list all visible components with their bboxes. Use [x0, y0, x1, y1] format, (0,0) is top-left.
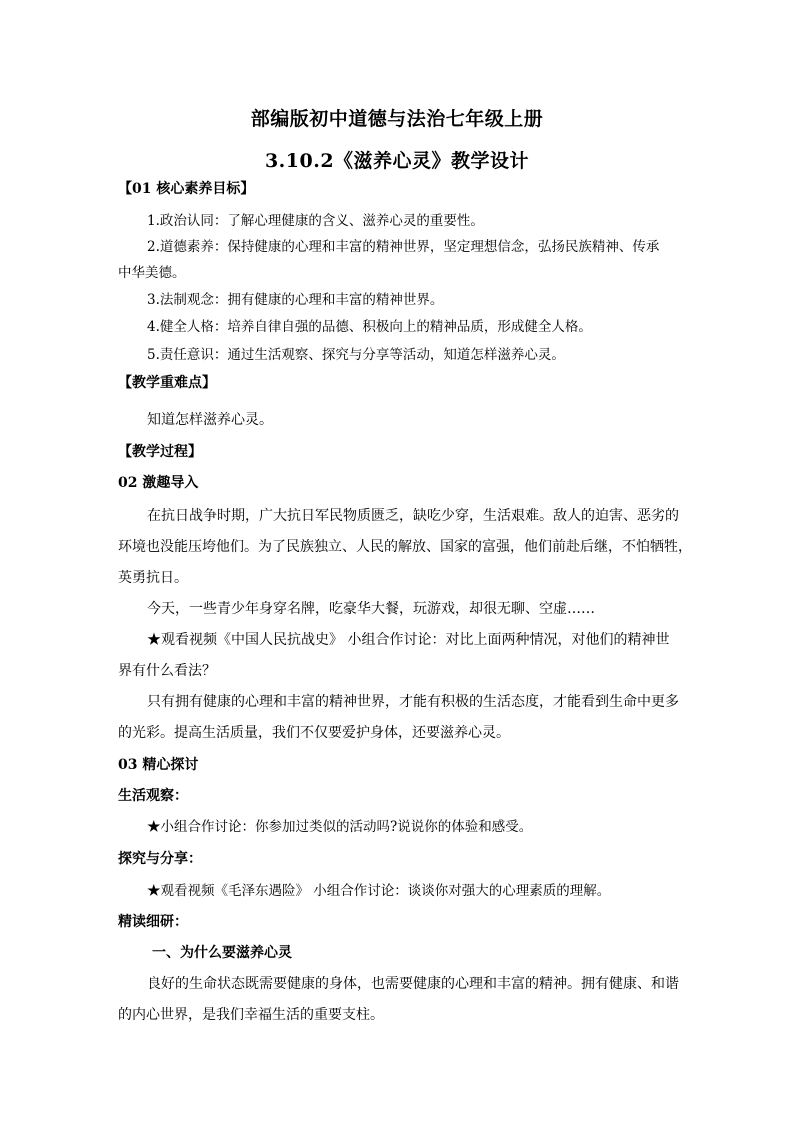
observation-question: ★小组合作讨论：你参加过类似的活动吗?说说你的体验和感受。	[147, 819, 533, 835]
paragraph-2: 今天，一些青少年身穿名牌，吃豪华大餐，玩游戏，却很无聊、空虚……	[147, 601, 595, 617]
section-heading-process: 【教学过程】	[118, 444, 202, 460]
objective-item-5: 5.责任意识：通过生活观察、探究与分享等活动，知道怎样滋养心灵。	[147, 347, 565, 363]
explore-question: ★观看视频《毛泽东遇险》 小组合作讨论：谈谈你对强大的心理素质的理解。	[147, 883, 611, 899]
paragraph-1-line-3: 英勇抗日。	[118, 570, 188, 586]
paragraph-5-line-2: 的内心世界，是我们幸福生活的重要支柱。	[118, 1007, 384, 1023]
label-life-observation: 生活观察：	[118, 788, 188, 804]
paragraph-4-line-1: 只有拥有健康的心理和丰富的精神世界，才能有积极的生活态度，才能看到生命中更多	[147, 694, 679, 710]
objective-item-2-line-2: 中华美德。	[118, 265, 186, 281]
section-heading-objectives: 【01 核心素养目标】	[118, 181, 255, 197]
paragraph-4-line-2: 的光彩。提高生活质量，我们不仅要爱护身体，还要滋养心灵。	[118, 725, 510, 741]
objective-item-3: 3.法制观念：拥有健康的心理和丰富的精神世界。	[147, 292, 444, 308]
paragraph-5-line-1: 良好的生命状态既需要健康的身体，也需要健康的心理和丰富的精神。拥有健康、和谐	[147, 976, 679, 992]
paragraph-3-line-2: 界有什么看法？	[118, 663, 216, 679]
document-title: 部编版初中道德与法治七年级上册	[250, 108, 544, 130]
label-close-reading: 精读细研：	[118, 914, 188, 930]
key-points-text: 知道怎样滋养心灵。	[147, 412, 273, 428]
objective-item-1: 1.政治认同：了解心理健康的含义、滋养心灵的重要性。	[147, 213, 484, 229]
subheading-intro: 02 激趣导入	[118, 475, 199, 491]
paragraph-1-line-2: 环境也没能压垮他们。为了民族独立、人民的解放、国家的富强，他们前赴后继，不怕牺牲，	[118, 539, 692, 555]
subheading-discussion: 03 精心探讨	[118, 757, 199, 773]
point-heading-1: 一、为什么要滋养心灵	[152, 945, 292, 961]
document-subtitle: 3.10.2《滋养心灵》教学设计	[264, 150, 530, 172]
paragraph-1-line-1: 在抗日战争时期，广大抗日军民物质匮乏，缺吃少穿，生活艰难。敌人的迫害、恶劣的	[147, 508, 679, 524]
objective-item-4: 4.健全人格：培养自律自强的品德、积极向上的精神品质，形成健全人格。	[147, 319, 592, 335]
label-explore-share: 探究与分享：	[118, 851, 202, 867]
paragraph-3-line-1: ★观看视频《中国人民抗战史》 小组合作讨论：对比上面两种情况，对他们的精神世	[147, 632, 670, 648]
objective-item-2-line-1: 2.道德素养：保持健康的心理和丰富的精神世界，坚定理想信念，弘扬民族精神、传承	[147, 239, 660, 255]
section-heading-key-points: 【教学重难点】	[118, 375, 216, 391]
